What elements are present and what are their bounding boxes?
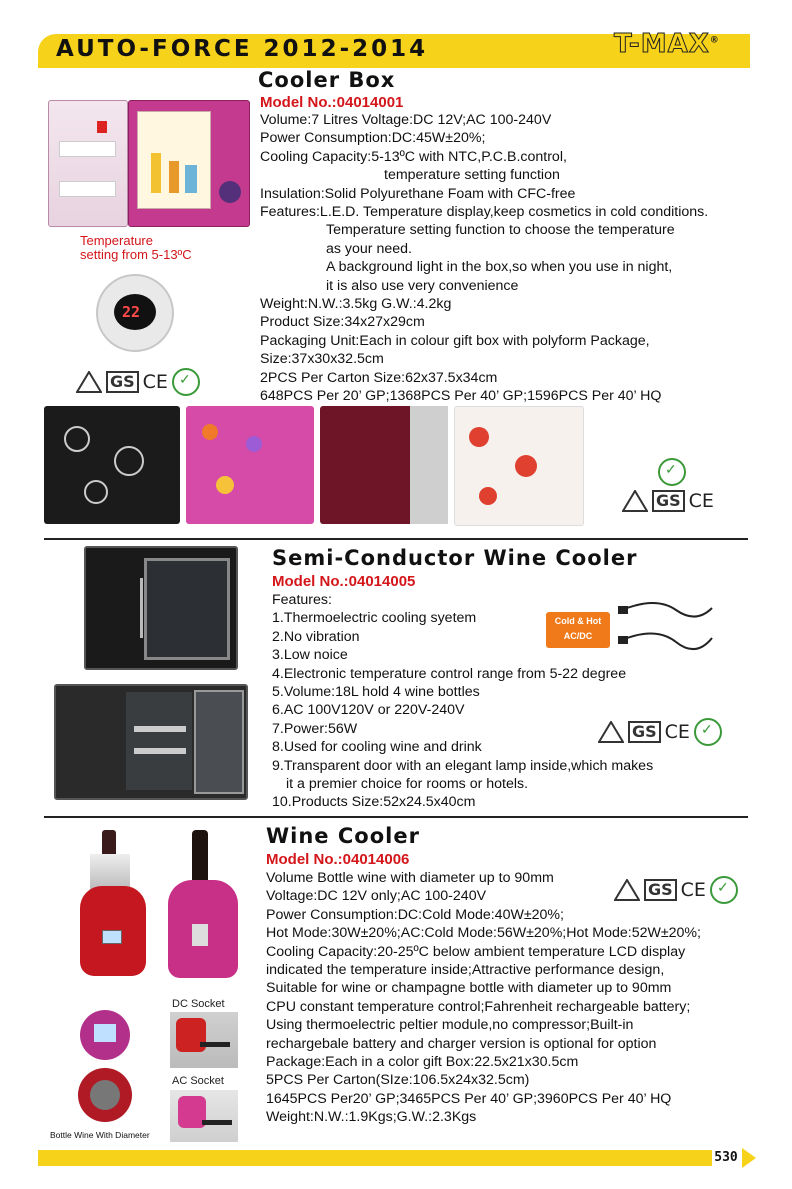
gs-mark-icon: GS [106,371,139,393]
safety-triangle-icon [614,879,640,901]
variant-white-flower [454,406,584,526]
spec-line: Weight:N.W.:3.5kg G.W.:4.2kg [260,296,452,313]
spec-line: 1645PCS Per20’ GP;3465PCS Per 40’ GP;3960PCS Per 40’ HQ [266,1090,672,1107]
wine-cooler-front-image [84,546,238,670]
ce-mark-icon: CE [688,490,714,512]
section-divider [44,538,748,540]
cooler-body-image [128,100,250,227]
brand-logo: T-MAX® [614,29,720,59]
spec-line: 8.Used for cooling wine and drink [272,739,482,756]
spec-line: 6.AC 100V120V or 220V-240V [272,702,465,719]
cooler-door-image [48,100,128,227]
next-page-arrow-icon [742,1148,756,1168]
power-cables-icon [616,596,716,660]
wine-cooler-pink-image [166,830,242,982]
spec-line: Temperature setting function to choose the temperature [326,222,675,239]
spec-line: 648PCS Per 20’ GP;1368PCS Per 40’ GP;1596PCS Per 40’ HQ [260,388,662,405]
gs-mark-icon: GS [652,490,685,512]
spec-line: Voltage:DC 12V only;AC 100-240V [266,888,487,905]
spec-line: Weight:N.W.:1.9Kgs;G.W.:2.3Kgs [266,1109,477,1126]
eco-mark-icon [172,368,200,396]
spec-line: A background light in the box,so when you use in night, [326,259,673,276]
spec-line: rechargebale battery and charger version is optional for option [266,1035,657,1052]
spec-line: Volume Bottle wine with diameter up to 90mm [266,870,554,886]
wine-cooler-title: Wine Cooler [266,824,420,848]
spec-line: Package:Each in a color gift Box:22.5x21x30.5cm [266,1054,579,1071]
cooler-box-title: Cooler Box [258,68,396,92]
gs-mark-icon: GS [628,721,661,743]
spec-line: Hot Mode:30W±20%;AC:Cold Mode:56W±20%;Hot Mode:52W±20%; [266,925,701,942]
spec-line: Using thermoelectric peltier module,no compressor;Built-in [266,1017,634,1034]
catalog-title: AUTO-FORCE 2012-2014 [56,36,429,62]
spec-line: Product Size:34x27x29cm [260,314,425,331]
spec-line: Suitable for wine or champagne bottle with diameter up to 90mm [266,980,672,997]
spec-line: as your need. [326,240,412,257]
eco-mark-icon [710,876,738,904]
bottle-diameter-caption: Bottle Wine With Diameter [50,1130,150,1140]
spec-line: temperature setting function [384,167,560,184]
ac-socket-label: AC Socket [172,1075,224,1087]
dc-socket-label: DC Socket [172,998,225,1010]
spec-line: Power Consumption:DC:45W±20%; [260,130,486,147]
eco-mark-top [658,458,686,486]
ce-mark-icon: CE [664,721,690,743]
spec-line: Cooling Capacity:5-13ºC with NTC,P.C.B.control, [260,148,567,165]
footer-bar [38,1150,712,1166]
spec-line: 9.Transparent door with an elegant lamp inside,which makes [272,757,654,774]
wine-cooler-specs [266,869,701,1127]
eco-mark-icon [694,718,722,746]
temperature-caption: Temperature setting from 5-13ºC [80,233,192,262]
spec-line: 1.Thermoelectric cooling syetem [272,610,477,627]
cooler-box-model: Model No.:04014001 [260,94,404,111]
spec-line: indicated the temperature inside;Attractive performance design, [266,962,665,979]
spec-line: Packaging Unit:Each in colour gift box with polyform Package, [260,332,650,349]
spec-line: it a premier choice for rooms or hotels. [286,776,529,793]
ac-socket-image [170,1090,238,1142]
wine-cooler-certifications [614,876,738,904]
variants-certifications [622,490,714,512]
spec-line: it is also use very convenience [326,277,519,294]
variant-burgundy [320,406,448,524]
spec-line: Cooling Capacity:20-25ºC below ambient temperature LCD display [266,943,686,960]
spec-line: Power Consumption:DC:Cold Mode:40W±20%; [266,906,564,923]
safety-triangle-icon [622,490,648,512]
safety-triangle-icon [76,371,102,393]
temperature-display: 22 [122,303,141,321]
spec-line: Features:L.E.D. Temperature display,keep cosmetics in cold conditions. [260,204,709,221]
spec-line: 2.No vibration [272,628,360,645]
wine-cooler-model: Model No.:04014006 [266,851,410,868]
eco-mark-icon [658,458,686,486]
spec-line: Insulation:Solid Polyurethane Foam with CFC-free [260,185,576,202]
semi-conductor-title: Semi-Conductor Wine Cooler [272,546,638,570]
spec-line: 7.Power:56W [272,720,358,737]
lcd-display-closeup [80,1010,130,1060]
wine-cooler-open-image [54,684,248,800]
cold-hot-badge: Cold & Hot AC/DC [546,612,610,648]
spec-line: CPU constant temperature control;Fahrenheit rechargeable battery; [266,998,691,1015]
ce-mark-icon: CE [680,879,706,901]
page-number: 530 [714,1150,738,1165]
ce-mark-icon: CE [142,371,168,393]
section-divider [44,816,748,818]
spec-line: Features: [272,592,332,608]
cooler-box-specs [260,111,708,406]
spec-line: Volume:7 Litres Voltage:DC 12V;AC 100-240V [260,112,552,128]
spec-line: 5PCS Per Carton(SIze:106.5x24x32.5cm) [266,1072,530,1089]
bottle-diameter-image [78,1068,132,1122]
dc-socket-image [170,1012,238,1068]
semi-conductor-certifications [598,718,722,746]
gs-mark-icon: GS [644,879,677,901]
temperature-dial [96,274,174,352]
safety-triangle-icon [598,721,624,743]
wine-cooler-red-image [76,830,154,982]
spec-line: 5.Volume:18L hold 4 wine bottles [272,684,480,701]
spec-line: Size:37x30x32.5cm [260,351,384,368]
spec-line: 10.Products Size:52x24.5x40cm [272,794,476,811]
variant-black-flower [44,406,180,524]
spec-line: 2PCS Per Carton Size:62x37.5x34cm [260,369,498,386]
spec-line: 4.Electronic temperature control range from 5-22 degree [272,665,627,682]
spec-line: 3.Low noice [272,647,348,664]
semi-conductor-model: Model No.:04014005 [272,573,416,590]
cooler-box-certifications [76,368,200,396]
variant-pink-flower [186,406,314,524]
